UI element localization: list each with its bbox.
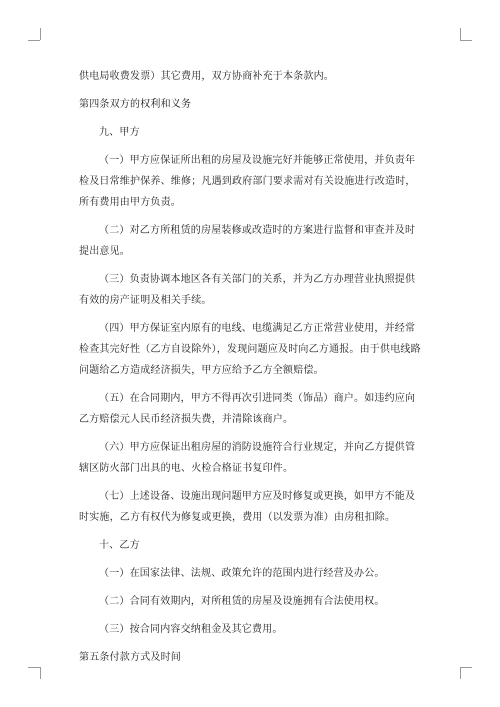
- clause-9-3: （三）负责协调本地区各有关部门的关系，并为乙方办理营业执照提供有效的房产证明及相关手续。: [79, 274, 416, 306]
- section-10-heading: 十、乙方: [99, 540, 140, 551]
- paragraph-continuation: 供电局收费发票）其它费用，双方协商补充于本条款内。: [79, 71, 334, 82]
- clause-9-1: （一）甲方应保证所出租的房屋及设施完好并能够正常使用，并负责年检及日常维护保养、维修；凡遇到政府部门要求需对有关设施进行改造时，所有费用由甲方负责。: [79, 155, 416, 208]
- article-5-heading: 第五条付款方式及时间: [79, 652, 181, 663]
- clause-9-6: （六）甲方应保证出租房屋的消防设施符合行业规定，并向乙方提供管辖区防火部门出具的电、火检合格证书复印件。: [79, 442, 416, 474]
- clause-9-2: （二）对乙方所租赁的房屋装修或改造时的方案进行监督和审查并及时提出意见。: [79, 225, 416, 257]
- clause-10-3: （三）按合同内容交纳租金及其它费用。: [99, 624, 283, 635]
- clause-9-4: （四）甲方保证室内原有的电线、电缆满足乙方正常营业使用，并经常检查其完好性（乙方自设除外），发现问题应及时向乙方通报。由于供电线路问题给乙方造成经济损失，甲方应给予乙方全额赔偿。: [79, 323, 421, 376]
- document-body: [79, 66, 424, 675]
- clause-9-5: （五）在合同期内，甲方不得再次引进同类（饰品）商户。如违约应向乙方赔偿元人民币经济损失费，并清除该商户。: [79, 393, 416, 425]
- article-4-heading: 第四条双方的权利和义务: [79, 99, 192, 110]
- clause-10-2: （二）合同有效期内，对所租赁的房屋及设施拥有合法使用权。: [99, 596, 385, 607]
- clause-9-7: （七）上述设备、设施出现问题甲方应及时修复或更换，如甲方不能及时实施，乙方有权代为修复或更换，费用（以发票为准）由房租扣除。: [79, 491, 416, 523]
- clause-10-1: （一）在国家法律、法规、政策允许的范围内进行经营及办公。: [99, 568, 385, 579]
- section-9-heading: 九、甲方: [99, 127, 140, 138]
